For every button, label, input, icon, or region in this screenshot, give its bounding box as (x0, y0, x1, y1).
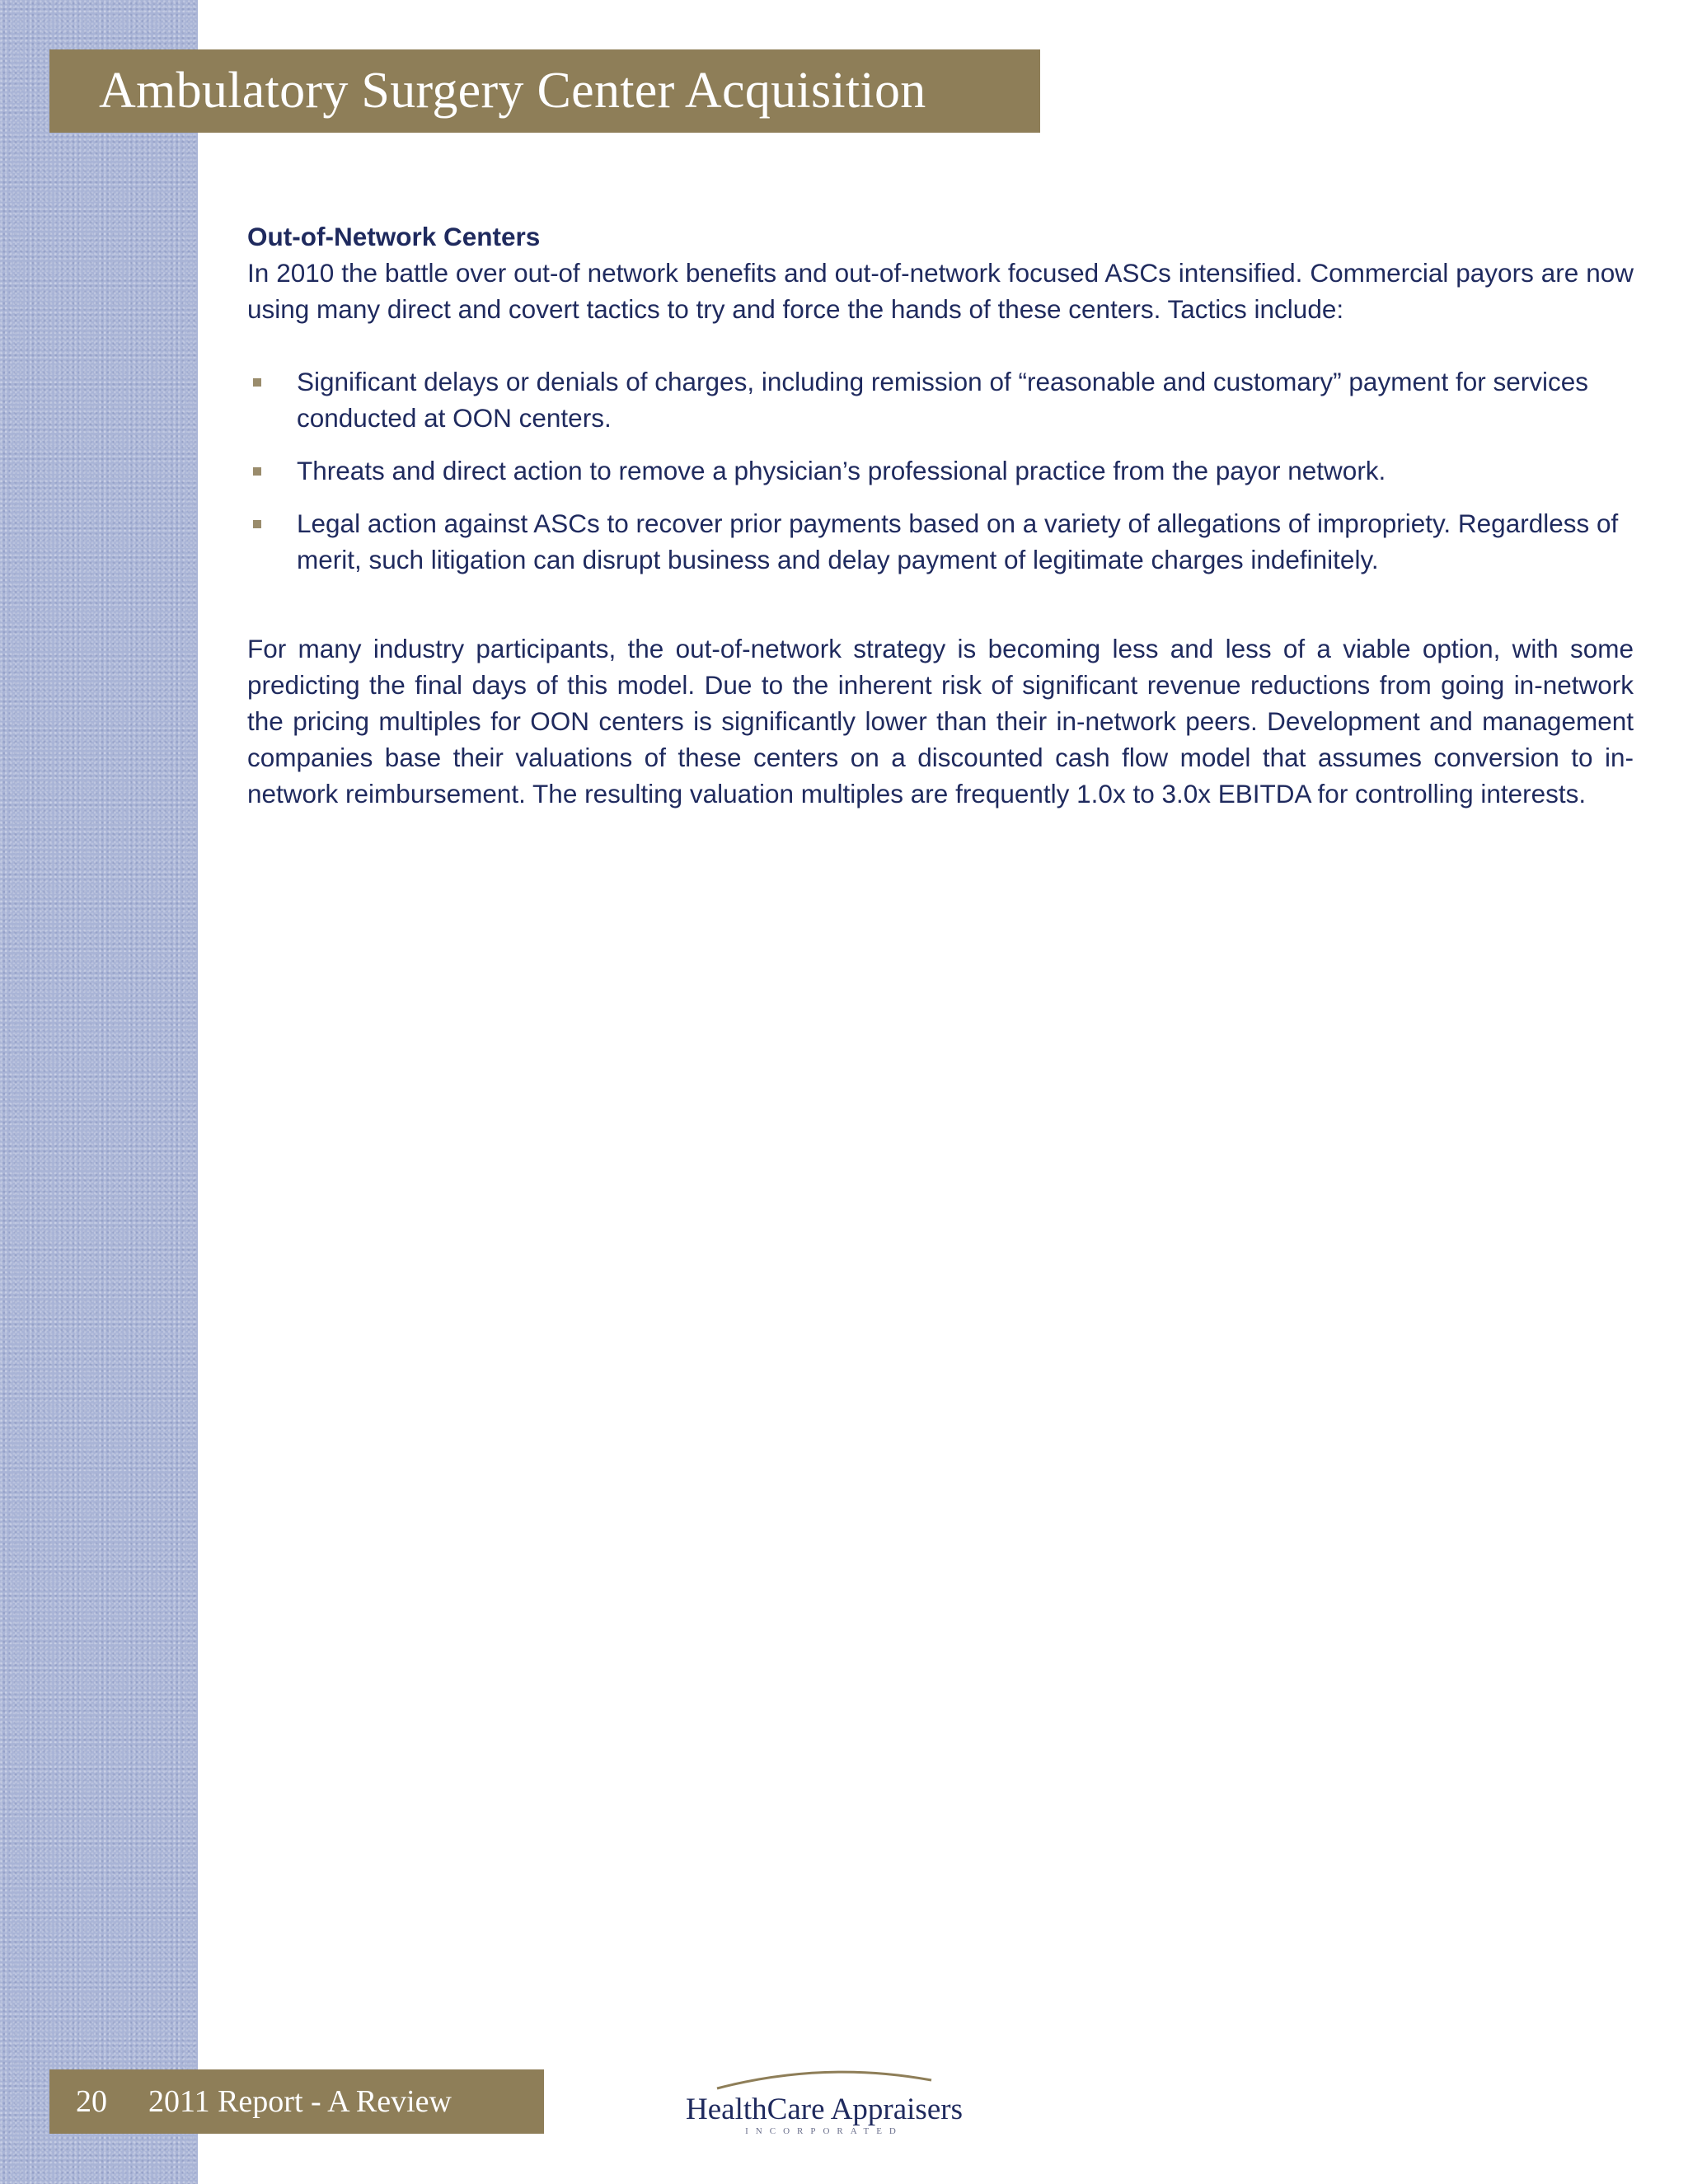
intro-paragraph: In 2010 the battle over out-of network benefits and out-of-network focused ASCs intensified. Commercial payors are now using many direct and covert tactics to try and force the hands of these centers. Tactics include: (247, 258, 1634, 324)
list-item (247, 363, 1634, 436)
report-title: 2011 Report - A Review (148, 2084, 452, 2119)
square-bullet-icon (253, 520, 261, 528)
square-bullet-icon (253, 378, 261, 387)
company-logo (676, 2062, 973, 2141)
main-content (247, 218, 1634, 812)
list-item-text: Significant delays or denials of charges, including remission of “reasonable and customary” payment for services conducted at OON centers. (297, 367, 1589, 433)
list-item-text: Threats and direct action to remove a physician’s professional practice from the payor network. (297, 456, 1386, 485)
side-decorative-stripe (0, 0, 198, 2184)
logo-arc-icon (676, 2062, 973, 2095)
logo-subtitle: INCORPORATED (745, 2126, 903, 2136)
footer-banner (49, 2069, 544, 2134)
closing-paragraph: For many industry participants, the out-of-network strategy is becoming less and less of a viable option, with some predicting the final days of this model. Due to the inherent risk of significant revenue reductions from going in-network the pricing multiples for OON centers is significantly lower than their in-network peers. Development and management companies base their valuations of these centers on a discounted cash flow model that assumes conversion to in-network reimbursement. The resulting valuation multiples are frequently 1.0x to 3.0x EBITDA for controlling interests. (247, 634, 1634, 808)
list-item-text: Legal action against ASCs to recover prior payments based on a variety of allegations of impropriety. Regardless of merit, such litigation can disrupt business and delay payment of legitimate charges indefinitely. (297, 509, 1619, 574)
header-banner (49, 49, 1040, 133)
square-bullet-icon (253, 467, 261, 476)
tactics-list (247, 363, 1634, 578)
section-heading: Out-of-Network Centers (247, 222, 541, 251)
page-title: Ambulatory Surgery Center Acquisition (99, 63, 926, 119)
logo-name: HealthCare Appraisers (686, 2093, 963, 2126)
list-item (247, 452, 1634, 489)
page-number: 20 (76, 2084, 107, 2119)
list-item (247, 505, 1634, 578)
